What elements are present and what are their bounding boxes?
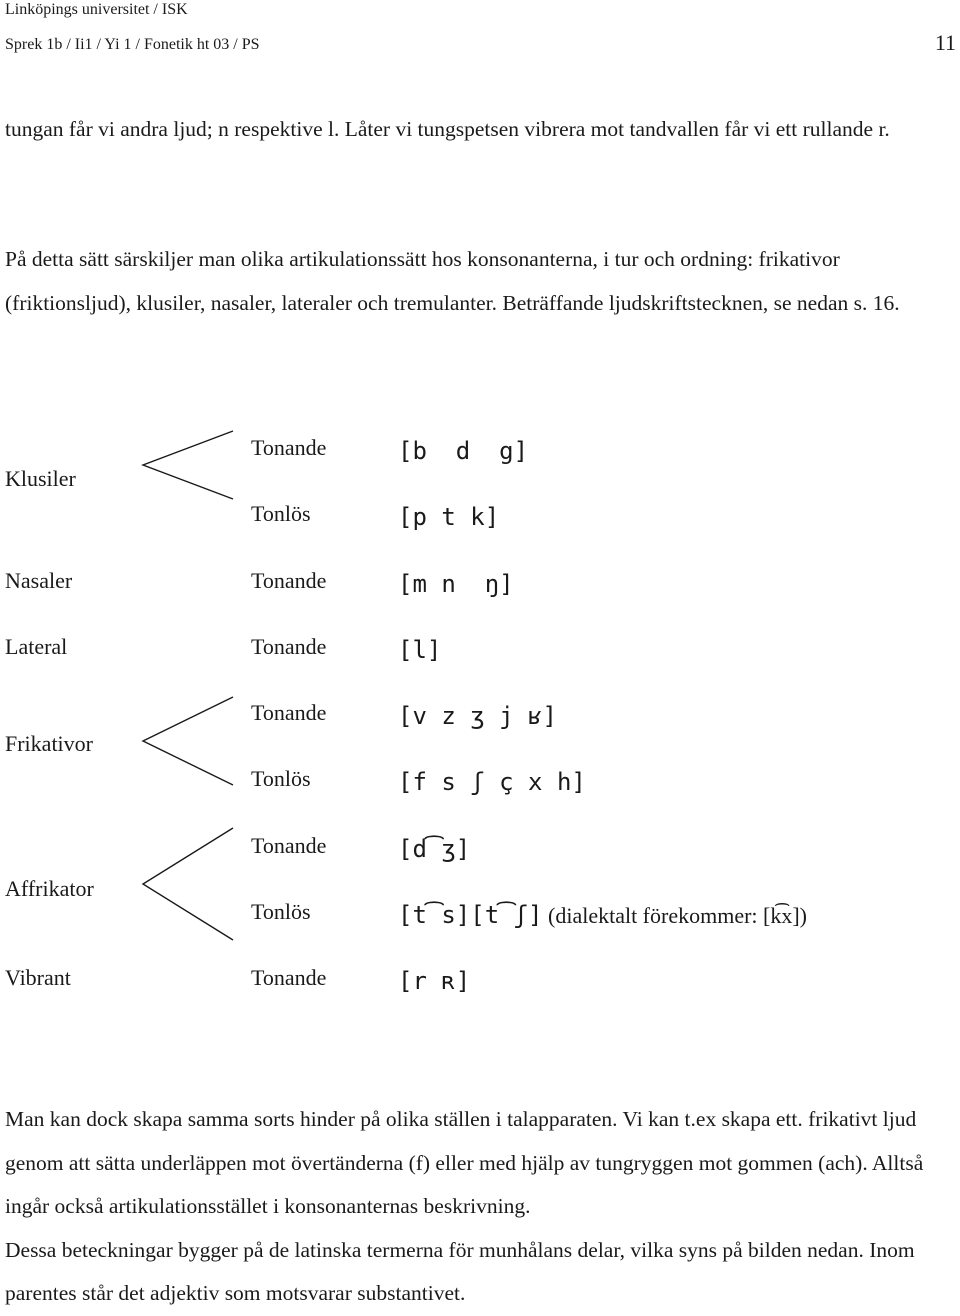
nasaler-voiced: Tonande	[251, 568, 327, 593]
nasaler-voiced-ipa: [m n ŋ]	[398, 570, 514, 598]
klusiler-label: Klusiler	[5, 466, 76, 491]
vibrant-voiced: Tonande	[251, 965, 327, 990]
lateral-voiced: Tonande	[251, 634, 327, 659]
lateral-label: Lateral	[5, 634, 68, 659]
affrikator-voiced: Tonande	[251, 833, 327, 858]
affrikator-dialect-note: (dialektalt förekommer: [k͡x])	[542, 903, 808, 928]
vibrant-label: Vibrant	[5, 965, 71, 990]
frikativor-voiced-ipa: [v z ʒ j ʁ]	[398, 702, 557, 730]
header-course: Sprek 1b / Ii1 / Yi 1 / Fonetik ht 03 / PS	[5, 36, 260, 53]
frikativor-bracket	[143, 697, 233, 785]
frikativor-voiceless-ipa: [f s ʃ ç x h]	[398, 768, 586, 796]
page-number: 11	[934, 30, 956, 55]
vibrant-voiced-ipa: [r ʀ]	[398, 967, 471, 995]
affrikator-voiceless-ipa: [t͡s][t͡ʃ]	[398, 901, 543, 929]
lateral-voiced-ipa: [l]	[398, 636, 442, 664]
frikativor-label: Frikativor	[5, 731, 93, 756]
nasaler-label: Nasaler	[5, 568, 73, 593]
klusiler-bracket	[143, 431, 233, 499]
affrikator-label: Affrikator	[5, 876, 94, 901]
affrikator-voiced-ipa: [d͡ʒ]	[398, 835, 471, 863]
outro-paragraph-1: Man kan dock skapa samma sorts hinder på olika ställen i talapparaten. Vi kan t.ex skapa ett. frikativt ljud genom att sätta underläppen mot övertänderna (f) eller med hjälp av tungryggen mot gommen (ach). Alltså ingår också artikulationsstället i konsonanternas beskrivning.	[5, 1107, 924, 1218]
affrikator-bracket	[143, 828, 233, 940]
frikativor-voiceless: Tonlös	[251, 766, 311, 791]
outro-paragraph-2: Dessa beteckningar bygger på de latinska termerna för munhålans delar, vilka syns på bilden nedan. Inom parentes står det adjektiv som motsvarar substantivet.	[5, 1237, 915, 1305]
klusiler-voiced-ipa: [b d g]	[398, 437, 529, 465]
intro-paragraph-1: tungan får vi andra ljud; n respektive l. Låter vi tungspetsen vibrera mot tandvallen får vi ett rullande r.	[5, 117, 890, 141]
klusiler-voiced: Tonande	[251, 435, 327, 460]
affrikator-voiceless: Tonlös	[251, 899, 311, 924]
klusiler-voiceless: Tonlös	[251, 501, 311, 526]
header-institution: Linköpings universitet / ISK	[5, 1, 188, 18]
frikativor-voiced: Tonande	[251, 700, 327, 725]
klusiler-voiceless-ipa: [p t k]	[398, 503, 500, 531]
outro-text	[5, 1098, 957, 1316]
affrikator-voiceless-row	[398, 901, 807, 930]
intro-paragraph-2: På detta sätt särskiljer man olika artikulationssätt hos konsonanterna, i tur och ordning: frikativor (friktionsljud), klusiler, nasaler, lateraler och tremulanter. Beträffande ljudskriftstecknen, se nedan s. 16.	[5, 247, 900, 315]
